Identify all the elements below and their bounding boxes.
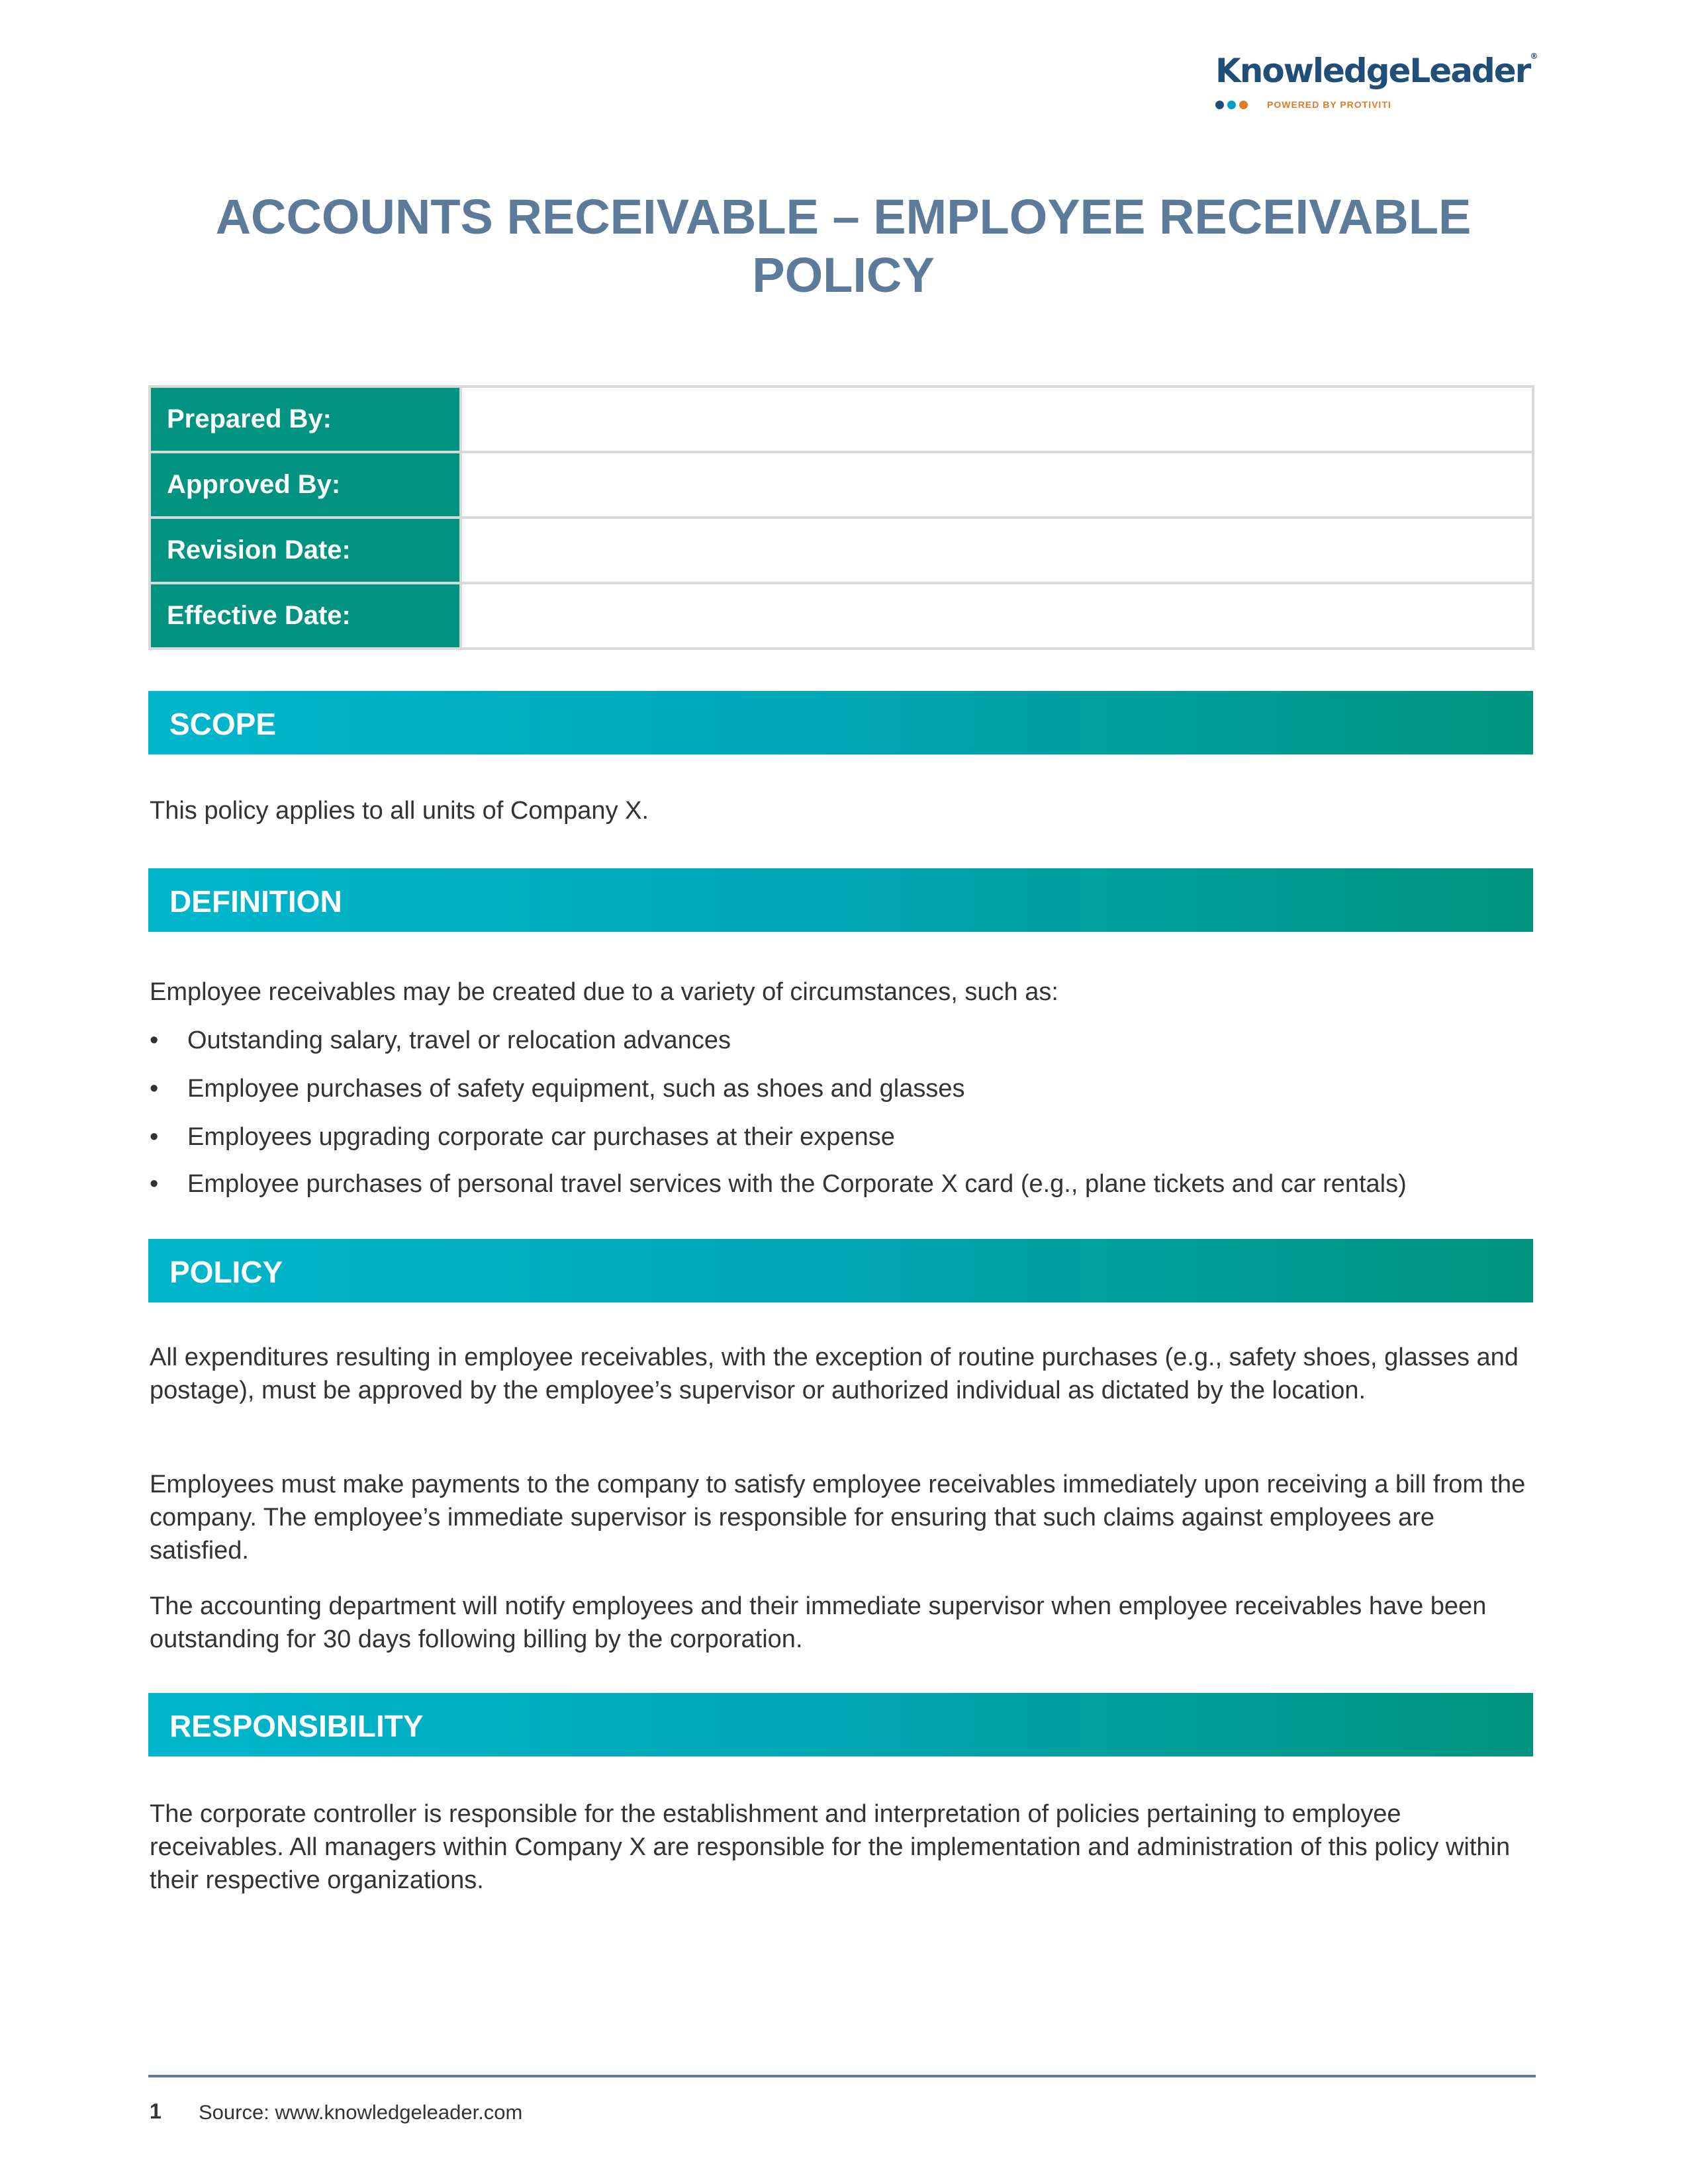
policy-paragraph: The accounting department will notify employees and their immediate supervisor when employee receivables have been outstanding for 30 days following billing by the corporation. xyxy=(150,1592,1487,1653)
logo-trademark: ® xyxy=(1530,52,1537,61)
scope-text: This policy applies to all units of Company X. xyxy=(150,797,649,825)
page-number: 1 xyxy=(150,2099,162,2123)
logo-tagline-row xyxy=(1215,99,1533,110)
footer-divider xyxy=(148,2075,1536,2077)
section-heading-policy: POLICY xyxy=(148,1239,1533,1302)
section-heading-responsibility: RESPONSIBILITY xyxy=(148,1693,1533,1756)
prepared-by-value xyxy=(461,387,1533,452)
list-item: • Outstanding salary, travel or relocation advances xyxy=(150,1024,731,1057)
logo-dot-icon xyxy=(1239,101,1248,109)
document-title: ACCOUNTS RECEIVABLE – EMPLOYEE RECEIVABLE POLICY xyxy=(215,189,1472,302)
list-item: • Employees upgrading corporate car purchases at their expense xyxy=(150,1120,895,1154)
revision-date-value xyxy=(461,518,1533,583)
revision-date-label: Revision Date: xyxy=(150,518,461,583)
approved-by-label: Approved By: xyxy=(150,452,461,518)
policy-paragraph: Employees must make payments to the company to satisfy employee receivables immediately upon receiving a bill from the company. The employee’s immediate supervisor is responsible for ensuring that such claims against employees are satisfied. xyxy=(150,1471,1526,1565)
document-info-table xyxy=(148,385,1534,650)
knowledgeleader-logo xyxy=(1215,52,1537,124)
responsibility-text: The corporate controller is responsible for the establishment and interpretation of policies pertaining to employee receivables. All managers within Company X are responsible for the implementation and administration of this policy within their respective organizations. xyxy=(150,1800,1511,1894)
table-row xyxy=(150,387,1533,452)
bullet-icon: • xyxy=(150,1026,159,1054)
policy-paragraph: All expenditures resulting in employee receivables, with the exception of routine purchases (e.g., safety shoes, glasses and postage), must be approved by the employee’s supervisor or authorized individual as dictated by the location. xyxy=(150,1343,1519,1404)
section-heading-scope: SCOPE xyxy=(148,691,1533,754)
bullet-icon: • xyxy=(150,1123,159,1151)
prepared-by-label: Prepared By: xyxy=(150,387,461,452)
section-heading-definition: DEFINITION xyxy=(148,868,1533,932)
table-row xyxy=(150,518,1533,583)
effective-date-label: Effective Date: xyxy=(150,583,461,649)
table-row xyxy=(150,583,1533,649)
approved-by-value xyxy=(461,452,1533,518)
bullet-icon: • xyxy=(150,1075,159,1103)
effective-date-value xyxy=(461,583,1533,649)
list-item: • Employee purchases of personal travel services with the Corporate X card (e.g., plane tickets and car rentals) xyxy=(150,1167,1407,1201)
logo-dot-icon xyxy=(1215,101,1224,109)
bullet-icon: • xyxy=(150,1170,159,1198)
logo-dot-icon xyxy=(1227,101,1236,109)
logo-tagline: POWERED BY PROTIVITI xyxy=(1267,99,1391,110)
logo-wordmark: KnowledgeLeader® xyxy=(1215,52,1537,90)
footer-source: Source: www.knowledgeleader.com xyxy=(199,2101,523,2124)
definition-intro: Employee receivables may be created due to a variety of circumstances, such as: xyxy=(150,978,1058,1006)
list-item: • Employee purchases of safety equipment, such as shoes and glasses xyxy=(150,1072,964,1105)
table-row xyxy=(150,452,1533,518)
